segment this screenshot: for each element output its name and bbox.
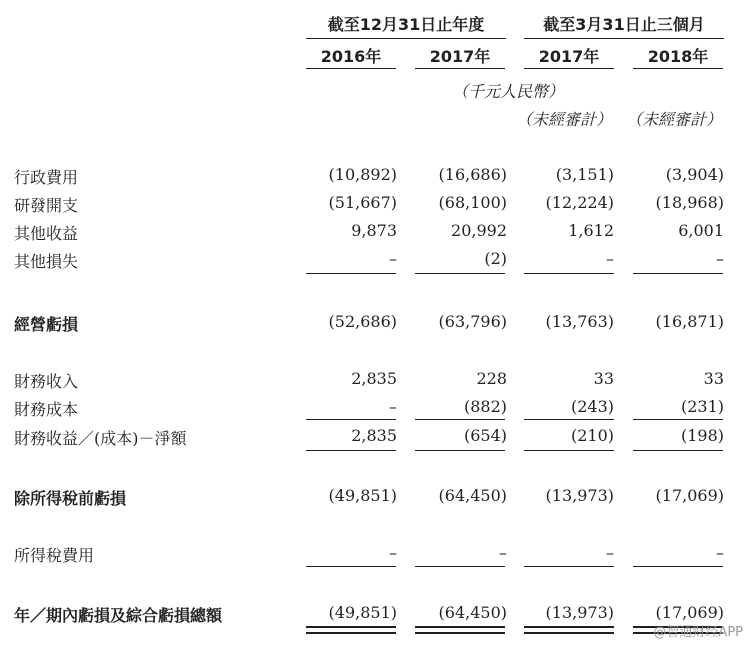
cell: (51,667) (328, 193, 397, 212)
subtotal-rule (415, 566, 505, 567)
row-label-loss-before-tax: 除所得稅前虧損 (14, 489, 127, 508)
cell: (52,686) (328, 312, 397, 331)
cell: (3,904) (665, 165, 724, 184)
cell: – (716, 543, 724, 562)
year-2016: 2016年 (320, 47, 382, 66)
row-label-income-tax: 所得稅費用 (14, 546, 95, 565)
watermark: @智通财经APP (653, 625, 743, 640)
cell: (13,973) (545, 486, 614, 505)
header-year-ended-rule (306, 38, 506, 39)
cell: (64,450) (438, 486, 507, 505)
unaudited-label-q1-2017: （未經審計） (516, 110, 613, 129)
cell: (17,069) (655, 603, 724, 622)
year-2018-q1-rule (633, 68, 723, 69)
cell: 2,835 (351, 369, 397, 388)
row-label-admin-expenses: 行政費用 (14, 168, 79, 187)
cell: 1,612 (568, 221, 614, 240)
cell: – (716, 249, 724, 268)
cell: (210) (570, 426, 614, 445)
cell: 6,001 (678, 221, 724, 240)
subtotal-rule (633, 273, 723, 274)
cell: – (389, 543, 397, 562)
subtotal-rule (306, 419, 396, 420)
cell: (654) (463, 426, 507, 445)
cell: 2,835 (351, 426, 397, 445)
header-three-months: 截至3月31日止三個月 (543, 15, 705, 34)
row-label-other-losses: 其他損失 (14, 252, 79, 271)
cell: (2) (484, 249, 507, 268)
subtotal-rule (306, 273, 396, 274)
cell: (63,796) (438, 312, 507, 331)
subtotal-rule (633, 450, 723, 451)
year-2017-rule (415, 68, 505, 69)
cell: 33 (593, 369, 614, 388)
cell: 33 (703, 369, 724, 388)
cell: (64,450) (438, 603, 507, 622)
row-label-rnd-expenses: 研發開支 (14, 196, 79, 215)
year-2017-q1-rule (524, 68, 614, 69)
cell: (882) (463, 397, 507, 416)
row-label-other-income: 其他收益 (14, 224, 79, 243)
cell: (16,686) (438, 165, 507, 184)
subtotal-rule (415, 273, 505, 274)
row-label-operating-loss: 經營虧損 (14, 315, 79, 334)
subtotal-rule (633, 566, 723, 567)
cell: 228 (476, 369, 507, 388)
row-label-total-loss: 年／期內虧損及綜合虧損總額 (14, 606, 223, 625)
row-label-net-finance: 財務收益／(成本)－淨額 (14, 429, 187, 448)
subtotal-rule (306, 450, 396, 451)
unit-label: （千元人民幣） (452, 82, 565, 101)
subtotal-rule (524, 566, 614, 567)
year-2016-rule (306, 68, 396, 69)
cell: – (499, 543, 507, 562)
cell: 9,873 (351, 221, 397, 240)
cell: – (606, 543, 614, 562)
cell: (243) (570, 397, 614, 416)
cell: (231) (680, 397, 724, 416)
subtotal-rule (524, 419, 614, 420)
subtotal-rule (415, 450, 505, 451)
cell: (198) (680, 426, 724, 445)
cell: (13,973) (545, 603, 614, 622)
cell: (68,100) (438, 193, 507, 212)
cell: – (606, 249, 614, 268)
header-three-months-rule (524, 38, 724, 39)
subtotal-rule (524, 450, 614, 451)
year-2017-q1: 2017年 (538, 47, 600, 66)
cell: 20,992 (451, 221, 507, 240)
cell: (49,851) (328, 603, 397, 622)
row-label-finance-costs: 財務成本 (14, 400, 79, 419)
total-double-rule (306, 626, 396, 634)
unaudited-label-q1-2018: （未經審計） (626, 110, 723, 129)
cell: (12,224) (545, 193, 614, 212)
cell: (13,763) (545, 312, 614, 331)
header-year-ended: 截至12月31日止年度 (327, 15, 485, 34)
cell: (3,151) (555, 165, 614, 184)
total-double-rule (524, 626, 614, 634)
subtotal-rule (633, 419, 723, 420)
cell: (17,069) (655, 486, 724, 505)
cell: (49,851) (328, 486, 397, 505)
cell: (10,892) (328, 165, 397, 184)
row-label-finance-income: 財務收入 (14, 372, 79, 391)
subtotal-rule (415, 419, 505, 420)
cell: – (389, 397, 397, 416)
subtotal-rule (524, 273, 614, 274)
year-2017: 2017年 (429, 47, 491, 66)
subtotal-rule (306, 566, 396, 567)
cell: (18,968) (655, 193, 724, 212)
cell: – (389, 249, 397, 268)
cell: (16,871) (655, 312, 724, 331)
year-2018-q1: 2018年 (647, 47, 709, 66)
total-double-rule (415, 626, 505, 634)
